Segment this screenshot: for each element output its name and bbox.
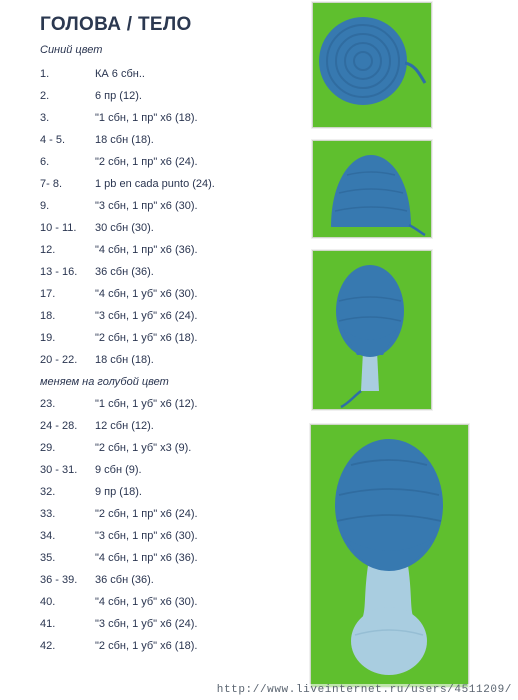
row-number: 36 - 39. xyxy=(40,574,78,586)
section-note xyxy=(40,42,102,58)
row-instruction: "1 сбн, 1 уб" х6 (12). xyxy=(95,398,198,410)
row-number: 9. xyxy=(40,200,50,212)
section-note-text: Синий цвет xyxy=(40,44,103,56)
row-instruction: 9 сбн (9). xyxy=(95,464,142,476)
row-instruction: "4 сбн, 1 пр" х6 (36). xyxy=(95,552,198,564)
row-instruction: "3 сбн, 1 уб" х6 (24). xyxy=(95,310,198,322)
row-instruction: "2 сбн, 1 уб" х3 (9). xyxy=(95,442,192,454)
row-number: 19. xyxy=(40,332,56,344)
row-number: 23. xyxy=(40,398,56,410)
section-note-text: меняем на голубой цвет xyxy=(40,376,169,388)
photo-step-1 xyxy=(312,2,432,128)
row-instruction: "4 сбн, 1 уб" х6 (30). xyxy=(95,288,198,300)
row-instruction: 18 сбн (18). xyxy=(95,134,154,146)
row-instruction: "2 сбн, 1 уб" х6 (18). xyxy=(95,640,198,652)
row-instruction: 18 сбн (18). xyxy=(95,354,154,366)
row-number: 33. xyxy=(40,508,56,520)
row-number: 20 - 22. xyxy=(40,354,78,366)
photo-step-3 xyxy=(312,250,432,410)
row-number: 1. xyxy=(40,68,50,80)
row-number: 35. xyxy=(40,552,56,564)
row-instruction: "3 сбн, 1 пр" х6 (30). xyxy=(95,530,198,542)
row-number: 29. xyxy=(40,442,56,454)
page-title: ГОЛОВА / ТЕЛО xyxy=(40,14,192,35)
row-number: 6. xyxy=(40,156,50,168)
row-instruction: "4 сбн, 1 пр" х6 (36). xyxy=(95,244,198,256)
row-instruction: 36 сбн (36). xyxy=(95,574,154,586)
row-instruction: КА 6 сбн.. xyxy=(95,68,145,80)
row-number: 18. xyxy=(40,310,56,322)
row-number: 42. xyxy=(40,640,56,652)
row-number: 40. xyxy=(40,596,56,608)
row-instruction: 30 сбн (30). xyxy=(95,222,154,234)
row-number: 4 - 5. xyxy=(40,134,66,146)
row-instruction: "2 сбн, 1 пр" х6 (24). xyxy=(95,508,198,520)
row-number: 2. xyxy=(40,90,50,102)
row-instruction: 9 пр (18). xyxy=(95,486,142,498)
photo-step-4 xyxy=(310,424,469,688)
watermark-url: http://www.liveinternet.ru/users/4511209/ xyxy=(216,684,512,696)
row-instruction: 12 сбн (12). xyxy=(95,420,154,432)
row-instruction: "3 сбн, 1 уб" х6 (24). xyxy=(95,618,198,630)
row-instruction: 1 pb en cada punto (24). xyxy=(95,178,215,190)
row-number: 30 - 31. xyxy=(40,464,78,476)
row-instruction: 6 пр (12). xyxy=(95,90,142,102)
section-note xyxy=(40,374,169,390)
row-instruction: "2 сбн, 1 уб" х6 (18). xyxy=(95,332,198,344)
row-number: 13 - 16. xyxy=(40,266,78,278)
photo-step-2 xyxy=(312,140,432,238)
row-number: 17. xyxy=(40,288,56,300)
row-number: 10 - 11. xyxy=(40,222,77,234)
row-number: 12. xyxy=(40,244,56,256)
row-number: 34. xyxy=(40,530,56,542)
row-instruction: "4 сбн, 1 уб" х6 (30). xyxy=(95,596,198,608)
row-number: 3. xyxy=(40,112,50,124)
row-instruction: "1 сбн, 1 пр" х6 (18). xyxy=(95,112,198,124)
row-instruction: "3 сбн, 1 пр" х6 (30). xyxy=(95,200,198,212)
row-number: 7- 8. xyxy=(40,178,63,190)
row-number: 32. xyxy=(40,486,56,498)
row-number: 41. xyxy=(40,618,56,630)
row-instruction: 36 сбн (36). xyxy=(95,266,154,278)
row-instruction: "2 сбн, 1 пр" х6 (24). xyxy=(95,156,198,168)
row-number: 24 - 28. xyxy=(40,420,78,432)
